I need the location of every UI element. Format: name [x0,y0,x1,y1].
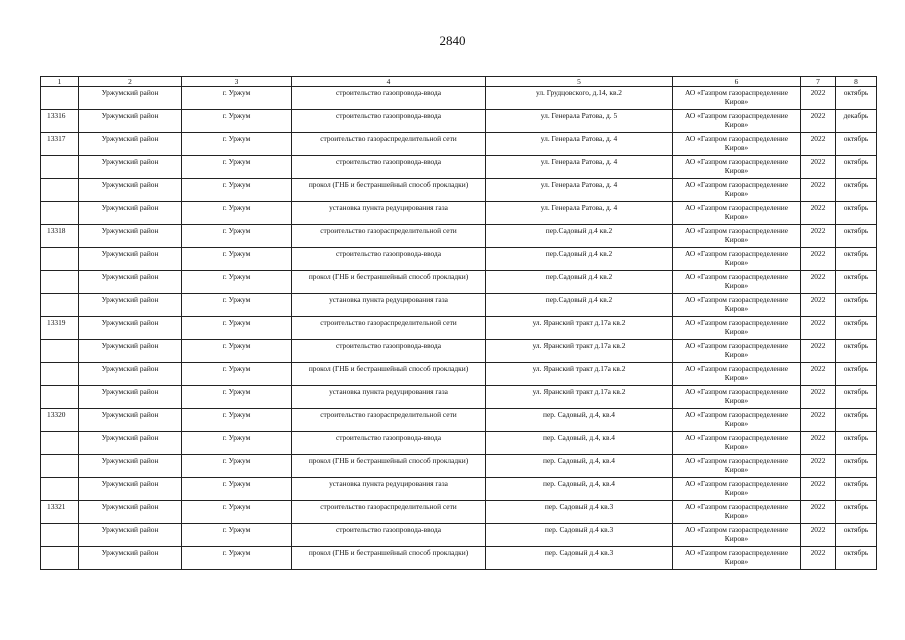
address-cell: ул. Яранский тракт д.17а кв.2 [486,317,673,340]
column-number: 3 [182,77,292,87]
year-cell: 2022 [801,110,836,133]
organization-cell: АО «Газпром газораспределение Киров» [673,409,801,432]
row-number-cell [41,432,79,455]
month-cell: октябрь [836,202,877,225]
locality-cell: г. Уржум [182,547,292,570]
month-cell: октябрь [836,455,877,478]
district-cell: Уржумский район [79,202,182,225]
locality-cell: г. Уржум [182,501,292,524]
month-cell: октябрь [836,340,877,363]
year-cell: 2022 [801,386,836,409]
table-row [41,547,877,570]
month-cell: октябрь [836,271,877,294]
row-number-cell: 13319 [41,317,79,340]
address-cell: пер. Садовый д.4 кв.3 [486,524,673,547]
locality-cell: г. Уржум [182,271,292,294]
locality-cell: г. Уржум [182,386,292,409]
work-type-cell: прокол (ГНБ и бестраншейный способ прокладки) [292,271,486,294]
month-cell: октябрь [836,524,877,547]
column-number: 1 [41,77,79,87]
table-row [41,133,877,156]
work-type-cell: прокол (ГНБ и бестраншейный способ прокладки) [292,363,486,386]
work-type-cell: строительство газопровода-ввода [292,110,486,133]
district-cell: Уржумский район [79,455,182,478]
address-cell: ул. Генерала Ратова, д. 4 [486,179,673,202]
row-number-cell [41,363,79,386]
address-cell: пер. Садовый, д.4, кв.4 [486,409,673,432]
column-number-row [41,77,877,87]
row-number-cell [41,524,79,547]
district-cell: Уржумский район [79,478,182,501]
district-cell: Уржумский район [79,340,182,363]
month-cell: октябрь [836,363,877,386]
district-cell: Уржумский район [79,317,182,340]
year-cell: 2022 [801,340,836,363]
row-number-cell: 13316 [41,110,79,133]
address-cell: ул. Генерала Ратова, д. 4 [486,133,673,156]
month-cell: октябрь [836,501,877,524]
year-cell: 2022 [801,294,836,317]
month-cell: октябрь [836,317,877,340]
row-number-cell [41,179,79,202]
address-cell: ул. Генерала Ратова, д. 4 [486,202,673,225]
organization-cell: АО «Газпром газораспределение Киров» [673,432,801,455]
year-cell: 2022 [801,547,836,570]
month-cell: октябрь [836,248,877,271]
locality-cell: г. Уржум [182,478,292,501]
work-type-cell: прокол (ГНБ и бестраншейный способ прокладки) [292,547,486,570]
organization-cell: АО «Газпром газораспределение Киров» [673,501,801,524]
address-cell: ул. Генерала Ратова, д. 5 [486,110,673,133]
row-number-cell [41,156,79,179]
table-row [41,225,877,248]
month-cell: декабрь [836,110,877,133]
address-cell: пер. Садовый д.4 кв.3 [486,547,673,570]
work-type-cell: прокол (ГНБ и бестраншейный способ прокладки) [292,179,486,202]
district-cell: Уржумский район [79,156,182,179]
organization-cell: АО «Газпром газораспределение Киров» [673,363,801,386]
row-number-cell [41,202,79,225]
locality-cell: г. Уржум [182,432,292,455]
column-number: 6 [673,77,801,87]
table-row [41,271,877,294]
locality-cell: г. Уржум [182,363,292,386]
table-row [41,455,877,478]
table-row [41,363,877,386]
row-number-cell [41,87,79,110]
table-row [41,501,877,524]
table-row [41,386,877,409]
table-row [41,87,877,110]
table-row [41,317,877,340]
year-cell: 2022 [801,225,836,248]
year-cell: 2022 [801,156,836,179]
year-cell: 2022 [801,271,836,294]
month-cell: октябрь [836,386,877,409]
organization-cell: АО «Газпром газораспределение Киров» [673,87,801,110]
column-number: 2 [79,77,182,87]
column-number: 8 [836,77,877,87]
year-cell: 2022 [801,524,836,547]
address-cell: пер.Садовый д.4 кв.2 [486,294,673,317]
district-cell: Уржумский район [79,547,182,570]
column-number: 4 [292,77,486,87]
work-type-cell: строительство газопровода-ввода [292,340,486,363]
district-cell: Уржумский район [79,409,182,432]
month-cell: октябрь [836,133,877,156]
district-cell: Уржумский район [79,524,182,547]
address-cell: ул. Грудцовского, д.14, кв.2 [486,87,673,110]
organization-cell: АО «Газпром газораспределение Киров» [673,110,801,133]
month-cell: октябрь [836,87,877,110]
work-type-cell: строительство газопровода-ввода [292,524,486,547]
organization-cell: АО «Газпром газораспределение Киров» [673,271,801,294]
locality-cell: г. Уржум [182,156,292,179]
district-cell: Уржумский район [79,294,182,317]
organization-cell: АО «Газпром газораспределение Киров» [673,386,801,409]
organization-cell: АО «Газпром газораспределение Киров» [673,294,801,317]
district-cell: Уржумский район [79,363,182,386]
address-cell: ул. Яранский тракт д.17а кв.2 [486,340,673,363]
work-type-cell: строительство газопровода-ввода [292,248,486,271]
page-number: 2840 [439,33,466,48]
year-cell: 2022 [801,432,836,455]
locality-cell: г. Уржум [182,87,292,110]
locality-cell: г. Уржум [182,248,292,271]
table-row [41,248,877,271]
year-cell: 2022 [801,455,836,478]
month-cell: октябрь [836,432,877,455]
year-cell: 2022 [801,202,836,225]
column-number: 5 [486,77,673,87]
row-number-cell: 13318 [41,225,79,248]
work-type-cell: установка пункта редуцирования газа [292,294,486,317]
organization-cell: АО «Газпром газораспределение Киров» [673,202,801,225]
year-cell: 2022 [801,87,836,110]
row-number-cell [41,248,79,271]
organization-cell: АО «Газпром газораспределение Киров» [673,133,801,156]
year-cell: 2022 [801,409,836,432]
work-type-cell: установка пункта редуцирования газа [292,386,486,409]
work-type-cell: прокол (ГНБ и бестраншейный способ прокладки) [292,455,486,478]
district-cell: Уржумский район [79,87,182,110]
address-cell: пер.Садовый д.4 кв.2 [486,225,673,248]
year-cell: 2022 [801,248,836,271]
year-cell: 2022 [801,501,836,524]
locality-cell: г. Уржум [182,409,292,432]
work-type-cell: строительство газораспределительной сети [292,409,486,432]
locality-cell: г. Уржум [182,110,292,133]
work-type-cell: строительство газораспределительной сети [292,133,486,156]
row-number-cell: 13321 [41,501,79,524]
district-cell: Уржумский район [79,225,182,248]
table-row [41,409,877,432]
work-type-cell: строительство газораспределительной сети [292,317,486,340]
column-number: 7 [801,77,836,87]
locality-cell: г. Уржум [182,340,292,363]
work-type-cell: строительство газопровода-ввода [292,156,486,179]
row-number-cell [41,386,79,409]
table-row [41,156,877,179]
table-row [41,294,877,317]
month-cell: октябрь [836,225,877,248]
table-row [41,340,877,363]
month-cell: октябрь [836,547,877,570]
table-row [41,524,877,547]
locality-cell: г. Уржум [182,317,292,340]
address-cell: пер. Садовый, д.4, кв.4 [486,455,673,478]
row-number-cell [41,340,79,363]
locality-cell: г. Уржум [182,202,292,225]
address-cell: ул. Генерала Ратова, д. 4 [486,156,673,179]
year-cell: 2022 [801,179,836,202]
district-cell: Уржумский район [79,501,182,524]
month-cell: октябрь [836,179,877,202]
work-type-cell: строительство газопровода-ввода [292,87,486,110]
locality-cell: г. Уржум [182,133,292,156]
gasification-table [40,76,877,570]
organization-cell: АО «Газпром газораспределение Киров» [673,248,801,271]
organization-cell: АО «Газпром газораспределение Киров» [673,547,801,570]
table-row [41,202,877,225]
table-row [41,110,877,133]
district-cell: Уржумский район [79,110,182,133]
work-type-cell: строительство газораспределительной сети [292,225,486,248]
work-type-cell: установка пункта редуцирования газа [292,478,486,501]
work-type-cell: установка пункта редуцирования газа [292,202,486,225]
district-cell: Уржумский район [79,248,182,271]
district-cell: Уржумский район [79,133,182,156]
organization-cell: АО «Газпром газораспределение Киров» [673,317,801,340]
address-cell: пер. Садовый, д.4, кв.4 [486,478,673,501]
row-number-cell: 13320 [41,409,79,432]
month-cell: октябрь [836,409,877,432]
year-cell: 2022 [801,363,836,386]
row-number-cell: 13317 [41,133,79,156]
row-number-cell [41,294,79,317]
locality-cell: г. Уржум [182,294,292,317]
row-number-cell [41,271,79,294]
address-cell: ул. Яранский тракт д.17а кв.2 [486,386,673,409]
organization-cell: АО «Газпром газораспределение Киров» [673,156,801,179]
year-cell: 2022 [801,317,836,340]
year-cell: 2022 [801,133,836,156]
address-cell: ул. Яранский тракт д.17а кв.2 [486,363,673,386]
month-cell: октябрь [836,478,877,501]
district-cell: Уржумский район [79,386,182,409]
organization-cell: АО «Газпром газораспределение Киров» [673,478,801,501]
locality-cell: г. Уржум [182,225,292,248]
locality-cell: г. Уржум [182,524,292,547]
district-cell: Уржумский район [79,432,182,455]
organization-cell: АО «Газпром газораспределение Киров» [673,455,801,478]
table-row [41,478,877,501]
organization-cell: АО «Газпром газораспределение Киров» [673,524,801,547]
address-cell: пер.Садовый д.4 кв.2 [486,248,673,271]
year-cell: 2022 [801,478,836,501]
district-cell: Уржумский район [79,271,182,294]
row-number-cell [41,547,79,570]
table-row [41,432,877,455]
district-cell: Уржумский район [79,179,182,202]
address-cell: пер.Садовый д.4 кв.2 [486,271,673,294]
address-cell: пер. Садовый д.4 кв.3 [486,501,673,524]
work-type-cell: строительство газопровода-ввода [292,432,486,455]
organization-cell: АО «Газпром газораспределение Киров» [673,340,801,363]
row-number-cell [41,478,79,501]
month-cell: октябрь [836,294,877,317]
locality-cell: г. Уржум [182,455,292,478]
address-cell: пер. Садовый, д.4, кв.4 [486,432,673,455]
organization-cell: АО «Газпром газораспределение Киров» [673,225,801,248]
table-body [41,77,877,570]
row-number-cell [41,455,79,478]
work-type-cell: строительство газораспределительной сети [292,501,486,524]
organization-cell: АО «Газпром газораспределение Киров» [673,179,801,202]
month-cell: октябрь [836,156,877,179]
table-row [41,179,877,202]
locality-cell: г. Уржум [182,179,292,202]
